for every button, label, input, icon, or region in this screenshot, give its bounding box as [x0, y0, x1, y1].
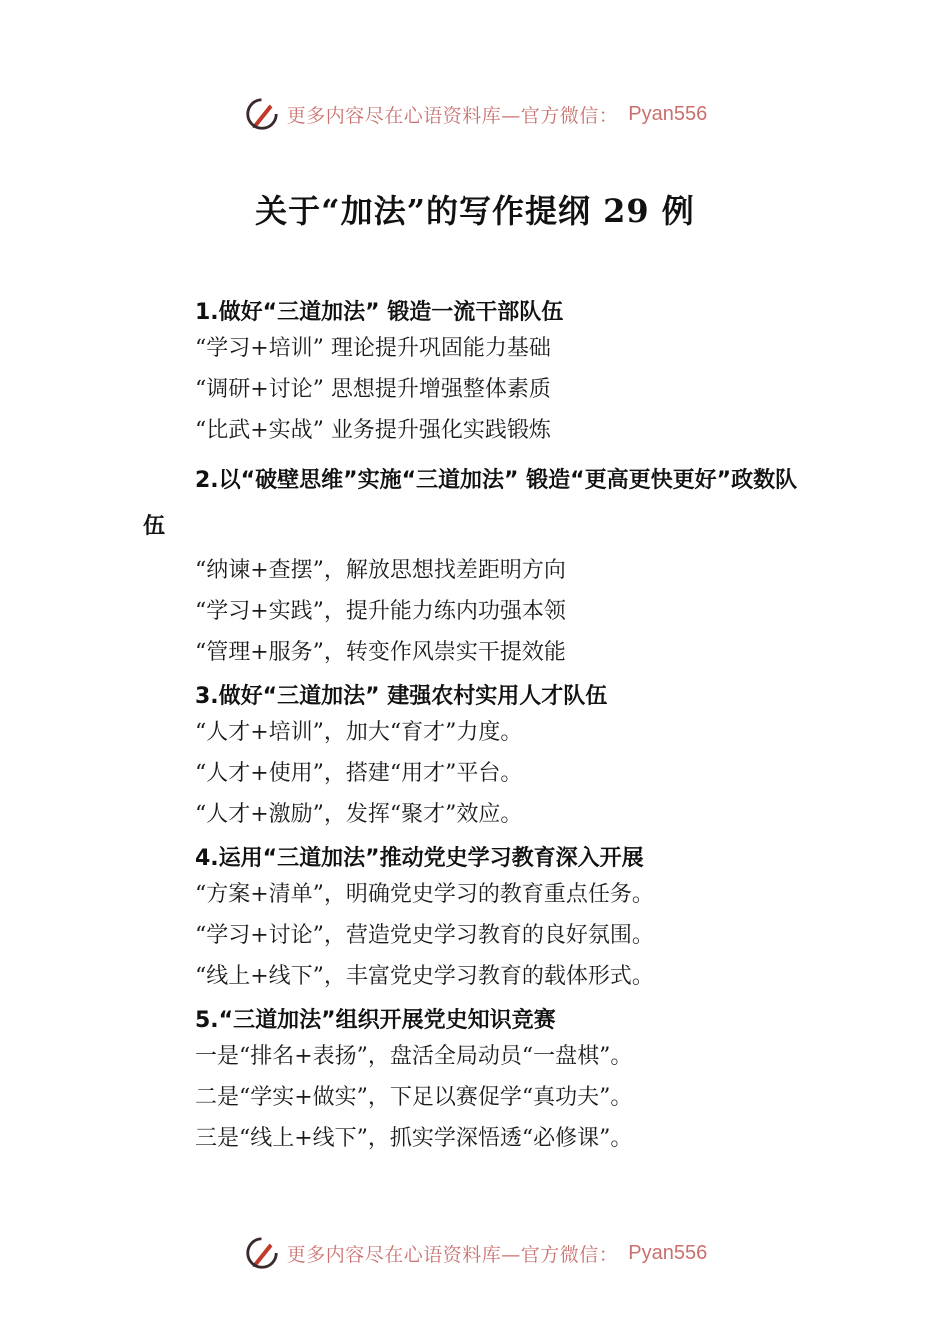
section-4: [143, 844, 823, 997]
banner-text: 更多内容尽在心语资料库—官方微信：: [286, 104, 619, 127]
list-item: “比武+实战” 业务提升强化实践锻炼: [195, 418, 551, 443]
section-heading: 4.运用“三道加法”推动党史学习教育深入开展: [195, 846, 644, 871]
banner-wechat-id: Pyan556: [628, 1241, 708, 1264]
banner-wechat-id: Pyan556: [628, 102, 708, 125]
pen-logo-icon: [243, 1234, 281, 1272]
document-title: 关于“加法”的写作提纲 29 例: [255, 192, 695, 230]
list-item: 二是“学实+做实”，下足以赛促学“真功夫”。: [195, 1085, 633, 1110]
list-item: “管理+服务”，转变作风崇实干提效能: [195, 640, 566, 665]
section-2: [143, 458, 823, 673]
section-1: [143, 298, 823, 451]
section-heading: 2.以“破壁思维”实施“三道加法” 锻造“更高更快更好”政数队伍: [143, 468, 798, 539]
list-item: 一是“排名+表扬”，盘活全局动员“一盘棋”。: [195, 1044, 633, 1069]
document-body: [143, 298, 823, 1168]
section-heading: 1.做好“三道加法” 锻造一流干部队伍: [195, 300, 564, 325]
pen-logo-icon: [243, 95, 281, 133]
list-item: “调研+讨论” 思想提升增强整体素质: [195, 377, 551, 402]
section-5: [143, 1006, 823, 1159]
banner-text: 更多内容尽在心语资料库—官方微信：: [286, 1243, 619, 1266]
header-banner: [0, 92, 950, 136]
list-item: “学习+讨论”，营造党史学习教育的良好氛围。: [195, 923, 654, 948]
list-item: “纳谏+查摆”，解放思想找差距明方向: [195, 558, 566, 583]
footer-banner: [0, 1231, 950, 1275]
section-3: [143, 682, 823, 835]
list-item: “学习+培训” 理论提升巩固能力基础: [195, 336, 551, 361]
section-heading: 3.做好“三道加法” 建强农村实用人才队伍: [195, 684, 608, 709]
list-item: “学习+实践”，提升能力练内功强本领: [195, 599, 566, 624]
section-heading: 5.“三道加法”组织开展党史知识竞赛: [195, 1008, 556, 1033]
list-item: “人才+使用”，搭建“用才”平台。: [195, 761, 523, 786]
list-item: “方案+清单”，明确党史学习的教育重点任务。: [195, 882, 654, 907]
list-item: “线上+线下”，丰富党史学习教育的载体形式。: [195, 964, 654, 989]
list-item: “人才+培训”，加大“育才”力度。: [195, 720, 523, 745]
list-item: “人才+激励”，发挥“聚才”效应。: [195, 802, 523, 827]
list-item: 三是“线上+线下”，抓实学深悟透“必修课”。: [195, 1126, 633, 1151]
